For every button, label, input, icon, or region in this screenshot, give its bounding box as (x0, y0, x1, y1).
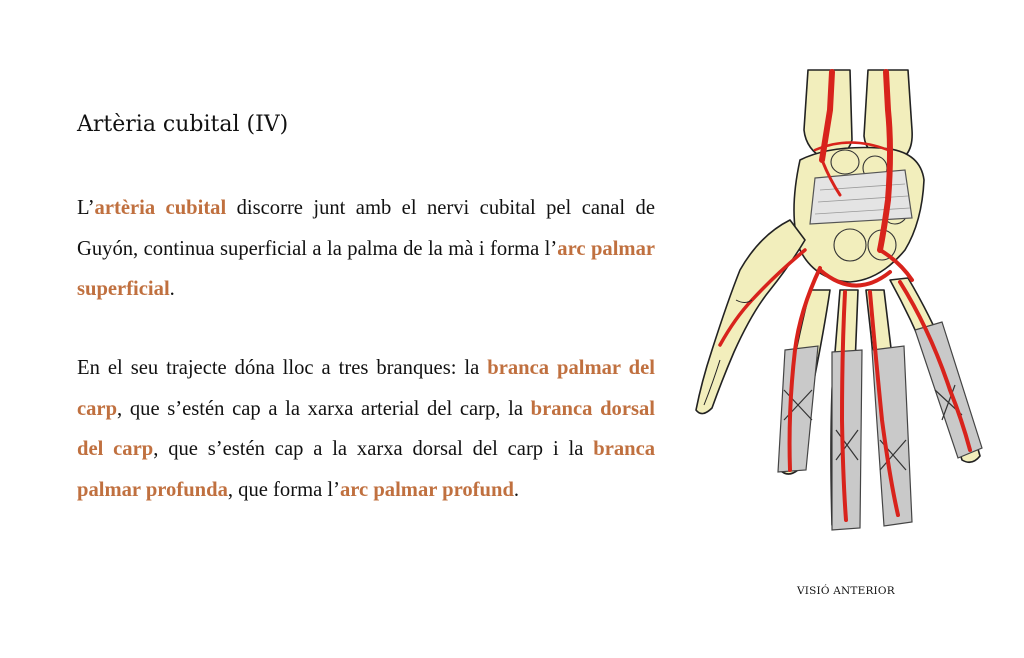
paragraph-branches: En el seu trajecte dóna lloc a tres branques: la branca palmar del carp, que s’estén cap a la xarxa arterial del carp, la branca dorsal del carp, que s’estén cap a la xarxa dorsal del carp i la branca palmar profunda, que forma l’arc palmar profund. (77, 357, 656, 501)
term-branca-palmar-del-carp: branca palmar del carp (77, 357, 655, 420)
term-branca-palmar-profunda: branca palmar profunda (77, 438, 656, 501)
figure-caption: VISIÓ ANTERIOR (797, 585, 895, 597)
hand-anatomy-illustration (680, 66, 1020, 566)
paragraph-ulnar-artery-course: L’artèria cubital discorre junt amb el nervi cubital pel canal de Guyón, continua superficial a la palma de la mà i forma l’arc palmar superficial. (77, 197, 656, 300)
flexor-retinaculum (810, 170, 912, 224)
term-branca-dorsal-del-carp: branca dorsal del carp (77, 397, 655, 460)
term-arteria-cubital: artèria cubital (94, 197, 227, 219)
term-arc-palmar-profund: arc palmar profund (339, 478, 514, 501)
term-arc-palmar-superficial: arc palmar superficial (77, 237, 656, 300)
page-title: Artèria cubital (IV) (77, 112, 289, 137)
tendon-sheaths (778, 322, 982, 530)
